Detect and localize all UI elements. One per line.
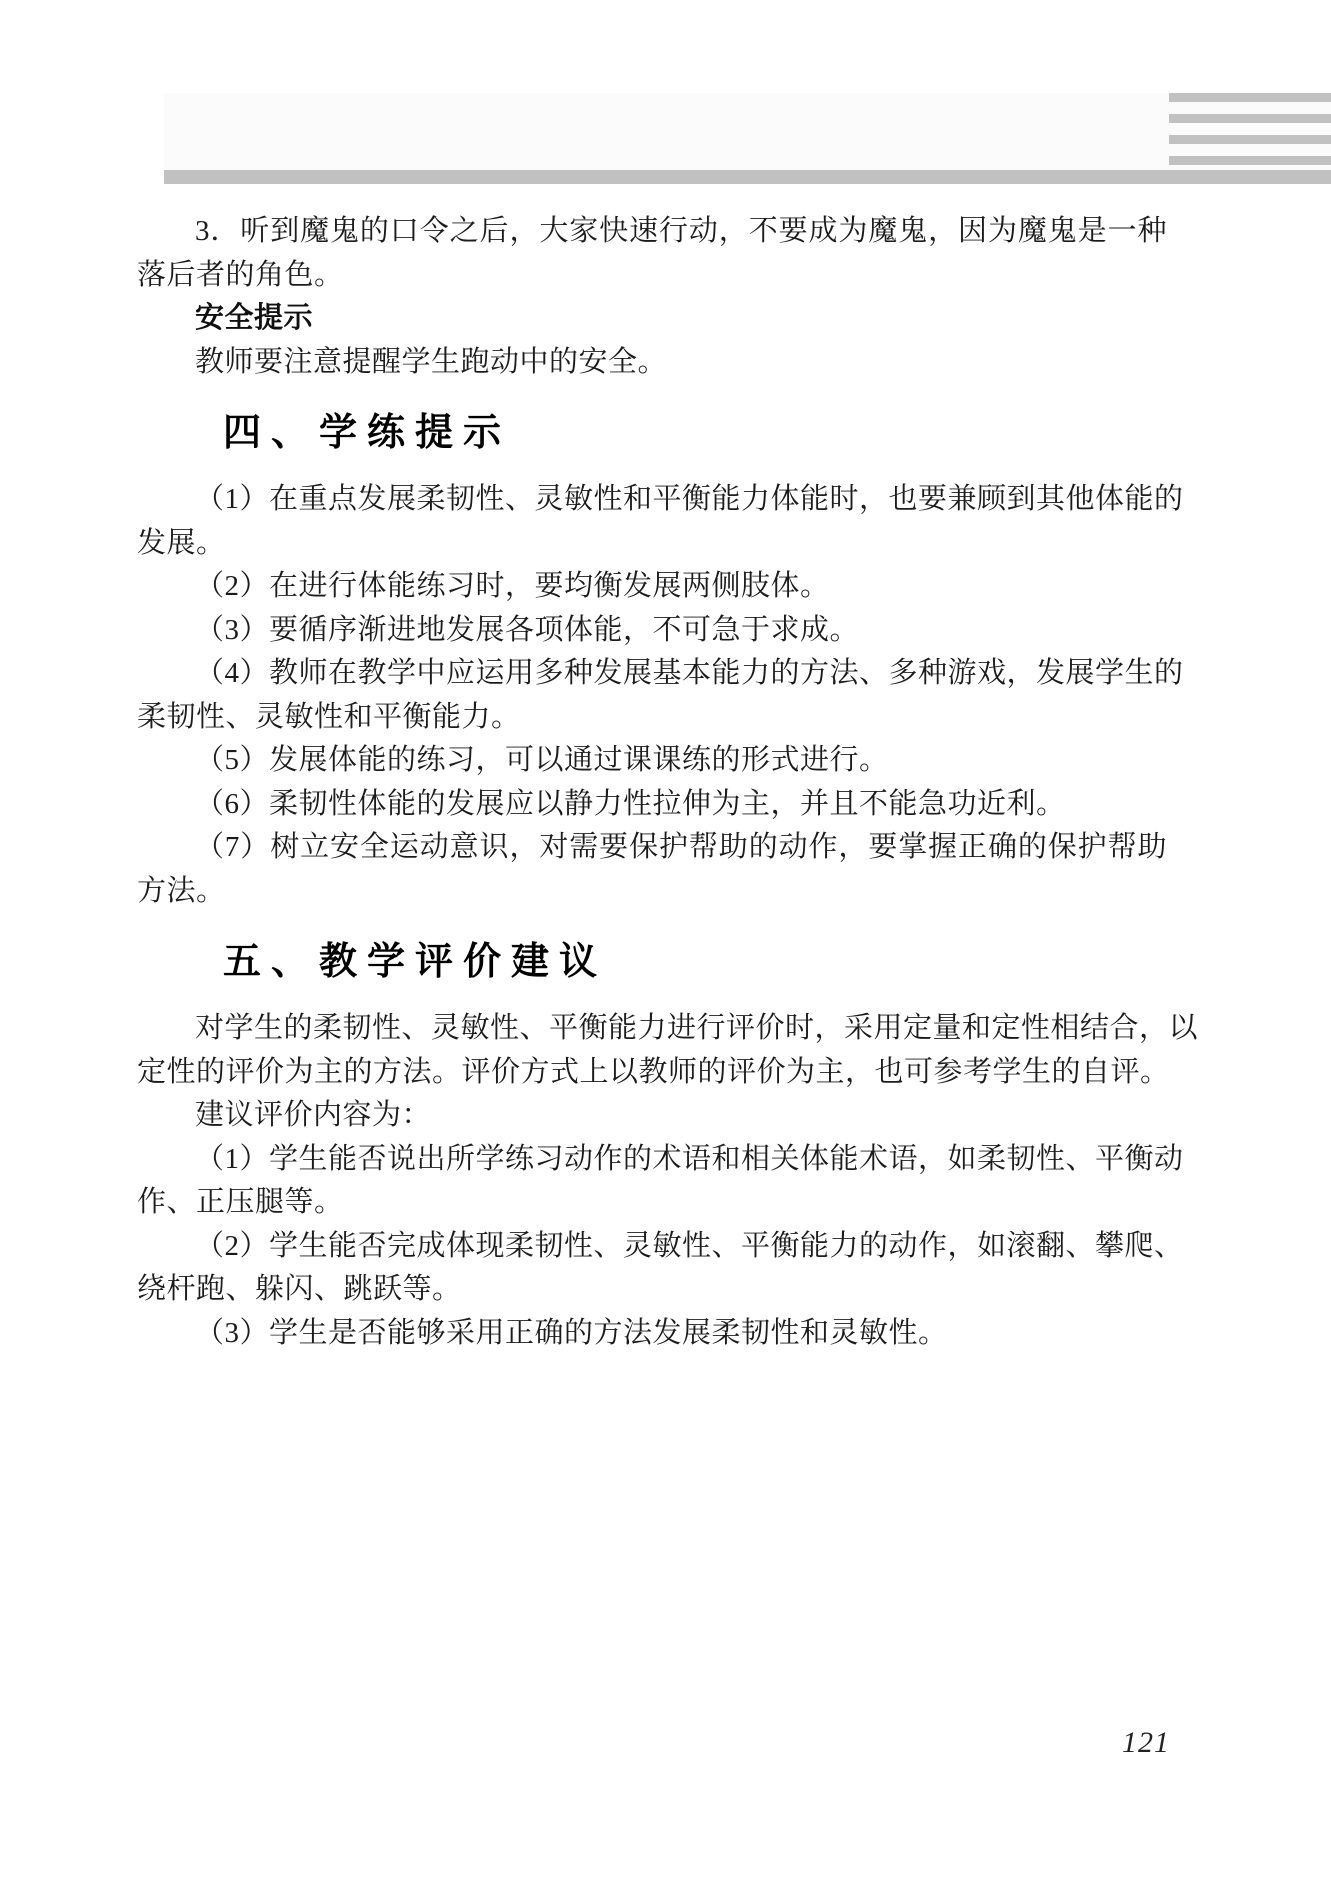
text-line: （2）在进行体能练习时，要均衡发展两侧肢体。 bbox=[195, 570, 830, 602]
text-line: 落后者的角色。 bbox=[137, 258, 344, 291]
section-heading: 四、学练提示 bbox=[223, 412, 512, 454]
text-line: （6）柔韧性体能的发展应以静力性拉伸为主，并且不能急功近利。 bbox=[195, 787, 1066, 820]
header-rule bbox=[164, 170, 1331, 184]
header-stripe bbox=[1169, 135, 1331, 144]
header-band bbox=[164, 93, 1331, 170]
text-line: 方法。 bbox=[137, 874, 226, 907]
text-line: （1）在重点发展柔韧性、灵敏性和平衡能力体能时，也要兼顾到其他体能的 bbox=[195, 483, 1184, 515]
text-line: （1）学生能否说出所学练习动作的术语和相关体能术语，如柔韧性、平衡动 bbox=[195, 1142, 1184, 1175]
text-line: 教师要注意提醒学生跑动中的安全。 bbox=[195, 345, 668, 378]
text-line: 建议评价内容为： bbox=[195, 1099, 432, 1131]
text-line: 3．听到魔鬼的口令之后，大家快速行动，不要成为魔鬼，因为魔鬼是一种 bbox=[195, 215, 1167, 247]
header-stripe bbox=[1169, 93, 1331, 102]
page-number: 121 bbox=[1122, 1726, 1170, 1759]
text-line: （7）树立安全运动意识，对需要保护帮助的动作，要掌握正确的保护帮助 bbox=[195, 831, 1167, 863]
text-line: （2）学生能否完成体现柔韧性、灵敏性、平衡能力的动作，如滚翻、攀爬、 bbox=[195, 1229, 1184, 1262]
text-line: （5）发展体能的练习，可以通过课课练的形式进行。 bbox=[195, 744, 889, 776]
text-line: （3）学生是否能够采用正确的方法发展柔韧性和灵敏性。 bbox=[195, 1316, 948, 1349]
text-line: （4）教师在教学中应运用多种发展基本能力的方法、多种游戏，发展学生的 bbox=[195, 657, 1184, 689]
header-stripe bbox=[1169, 114, 1331, 123]
section-heading: 五、教学评价建议 bbox=[223, 941, 608, 983]
text-column bbox=[137, 210, 1199, 1355]
header-stripe bbox=[1169, 156, 1331, 165]
text-line: 柔韧性、灵敏性和平衡能力。 bbox=[137, 700, 521, 733]
text-line: 作、正压腿等。 bbox=[137, 1186, 344, 1218]
text-line: 定性的评价为主的方法。评价方式上以教师的评价为主，也可参考学生的自评。 bbox=[137, 1055, 1170, 1088]
text-line: 安全提示 bbox=[195, 302, 314, 334]
text-line: 发展。 bbox=[137, 526, 226, 559]
text-line: 对学生的柔韧性、灵敏性、平衡能力进行评价时，采用定量和定性相结合，以 bbox=[195, 1012, 1199, 1044]
text-line: 绕杆跑、躲闪、跳跃等。 bbox=[137, 1273, 462, 1305]
text-line: （3）要循序渐进地发展各项体能，不可急于求成。 bbox=[195, 613, 860, 646]
